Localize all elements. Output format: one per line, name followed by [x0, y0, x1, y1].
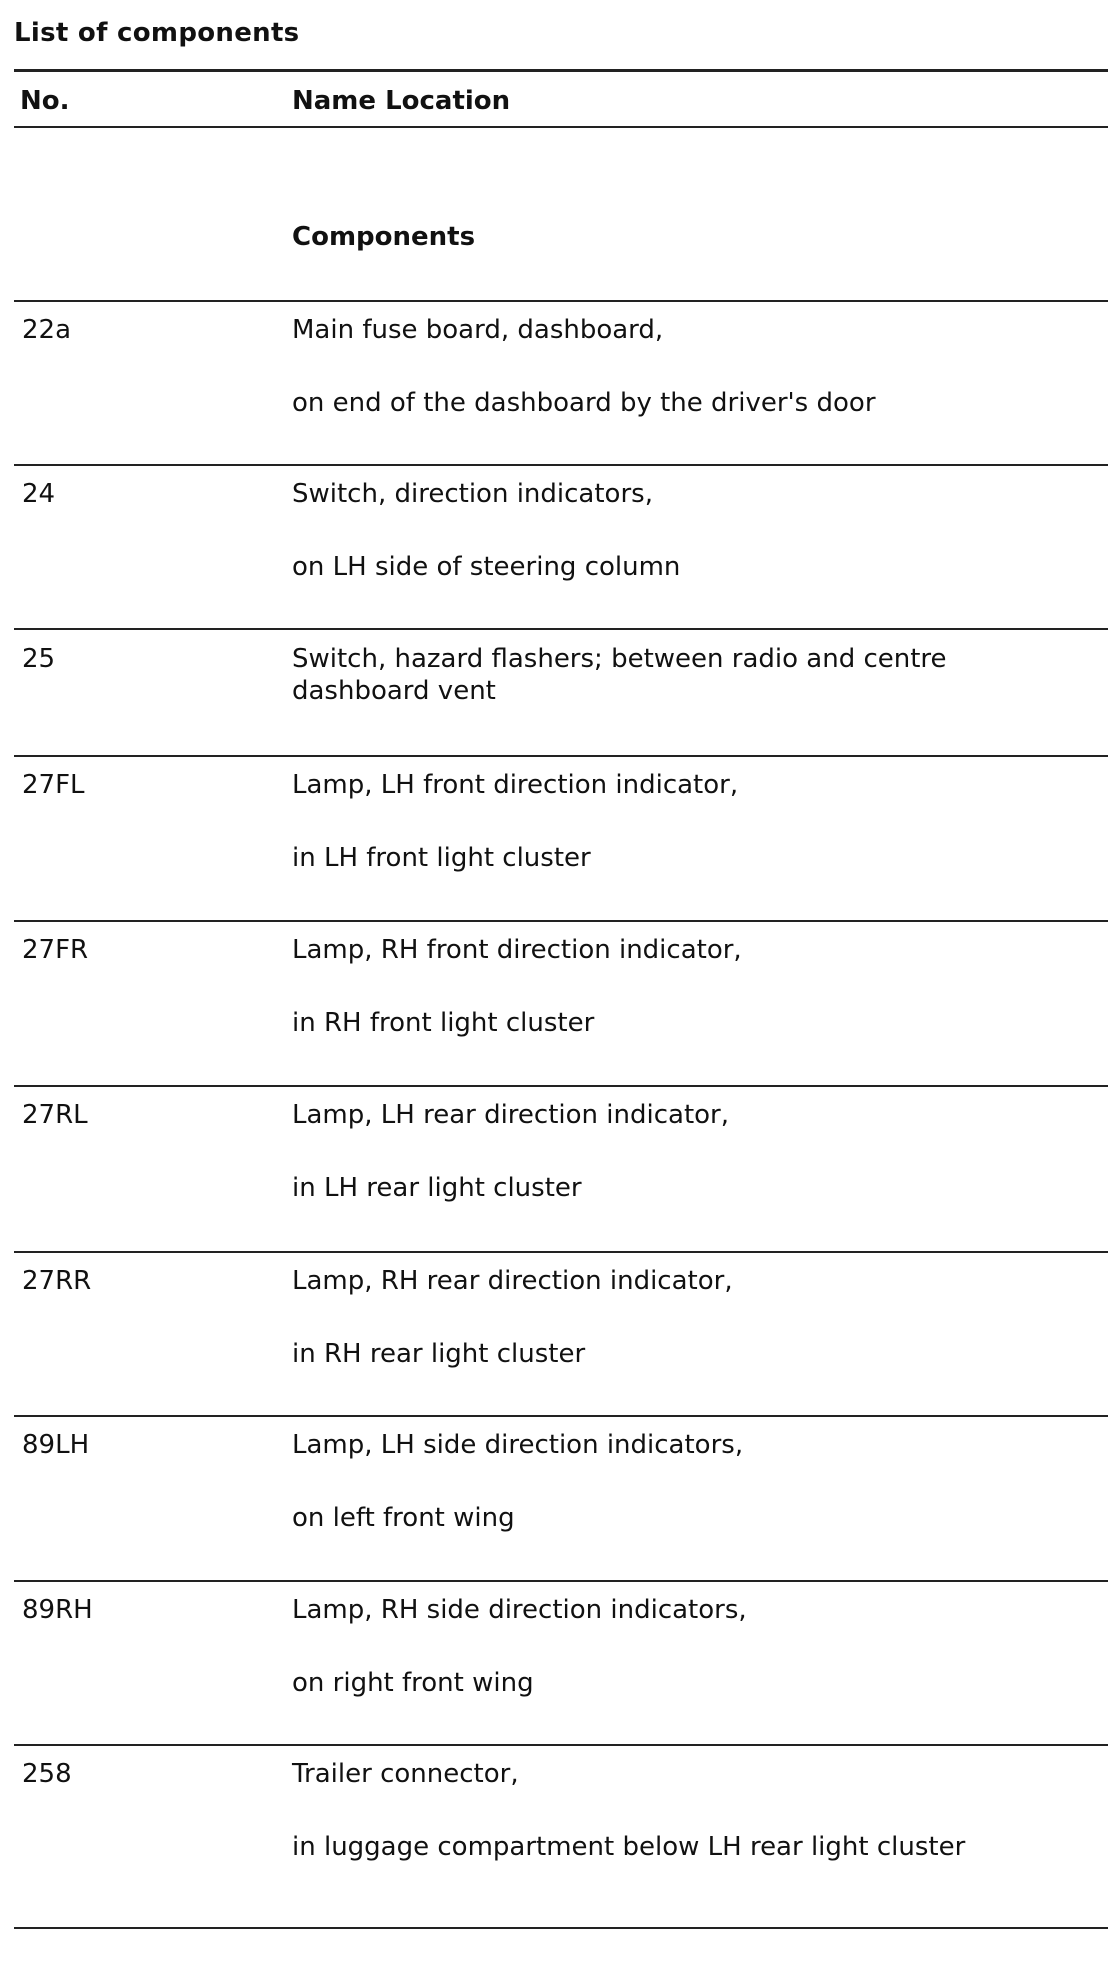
row-divider: [14, 755, 1108, 757]
row-divider: [14, 1744, 1108, 1746]
table-bottom-rule: [14, 1927, 1108, 1929]
row-number: 258: [22, 1759, 72, 1789]
row-number: 27RL: [22, 1100, 88, 1130]
row-divider: [14, 1085, 1108, 1087]
row-number: 22a: [22, 315, 72, 345]
row-location: in luggage compartment below LH rear light cluster: [292, 1832, 966, 1862]
row-divider: [14, 1580, 1108, 1582]
row-location: in LH rear light cluster: [292, 1173, 582, 1203]
page-title: List of components: [14, 18, 300, 48]
row-number: 89LH: [22, 1430, 90, 1460]
row-name: Switch, direction indicators,: [292, 479, 653, 509]
column-header-name-location: Name Location: [292, 86, 511, 116]
header-bottom-rule: [14, 126, 1108, 128]
row-number: 27FL: [22, 770, 85, 800]
row-divider: [14, 464, 1108, 466]
row-number: 27RR: [22, 1266, 92, 1296]
row-name: Main fuse board, dashboard,: [292, 315, 664, 345]
row-divider: [14, 1415, 1108, 1417]
row-number: 27FR: [22, 935, 89, 965]
row-location: on LH side of steering column: [292, 552, 681, 582]
row-location: on end of the dashboard by the driver's door: [292, 388, 876, 418]
row-divider: [14, 628, 1108, 630]
row-name: Lamp, LH side direction indicators,: [292, 1430, 744, 1460]
row-location: in LH front light cluster: [292, 843, 591, 873]
row-location: on left front wing: [292, 1503, 515, 1533]
row-number: 89RH: [22, 1595, 93, 1625]
section-heading: Components: [292, 222, 476, 252]
row-name: Lamp, LH front direction indicator,: [292, 770, 739, 800]
column-header-no: No.: [20, 86, 70, 116]
row-divider: [14, 300, 1108, 302]
row-name: Lamp, RH rear direction indicator,: [292, 1266, 733, 1296]
header-top-rule: [14, 69, 1108, 72]
row-name: Lamp, RH side direction indicators,: [292, 1595, 747, 1625]
row-location: in RH rear light cluster: [292, 1339, 586, 1369]
row-divider: [14, 920, 1108, 922]
row-name: Switch, hazard flashers; between radio and centre dashboard vent: [292, 644, 947, 706]
row-name: Lamp, RH front direction indicator,: [292, 935, 742, 965]
row-location: on right front wing: [292, 1668, 534, 1698]
row-name: Trailer connector,: [292, 1759, 519, 1789]
row-name: Lamp, LH rear direction indicator,: [292, 1100, 729, 1130]
row-number: 25: [22, 644, 56, 674]
row-divider: [14, 1251, 1108, 1253]
row-number: 24: [22, 479, 56, 509]
row-location: in RH front light cluster: [292, 1008, 595, 1038]
